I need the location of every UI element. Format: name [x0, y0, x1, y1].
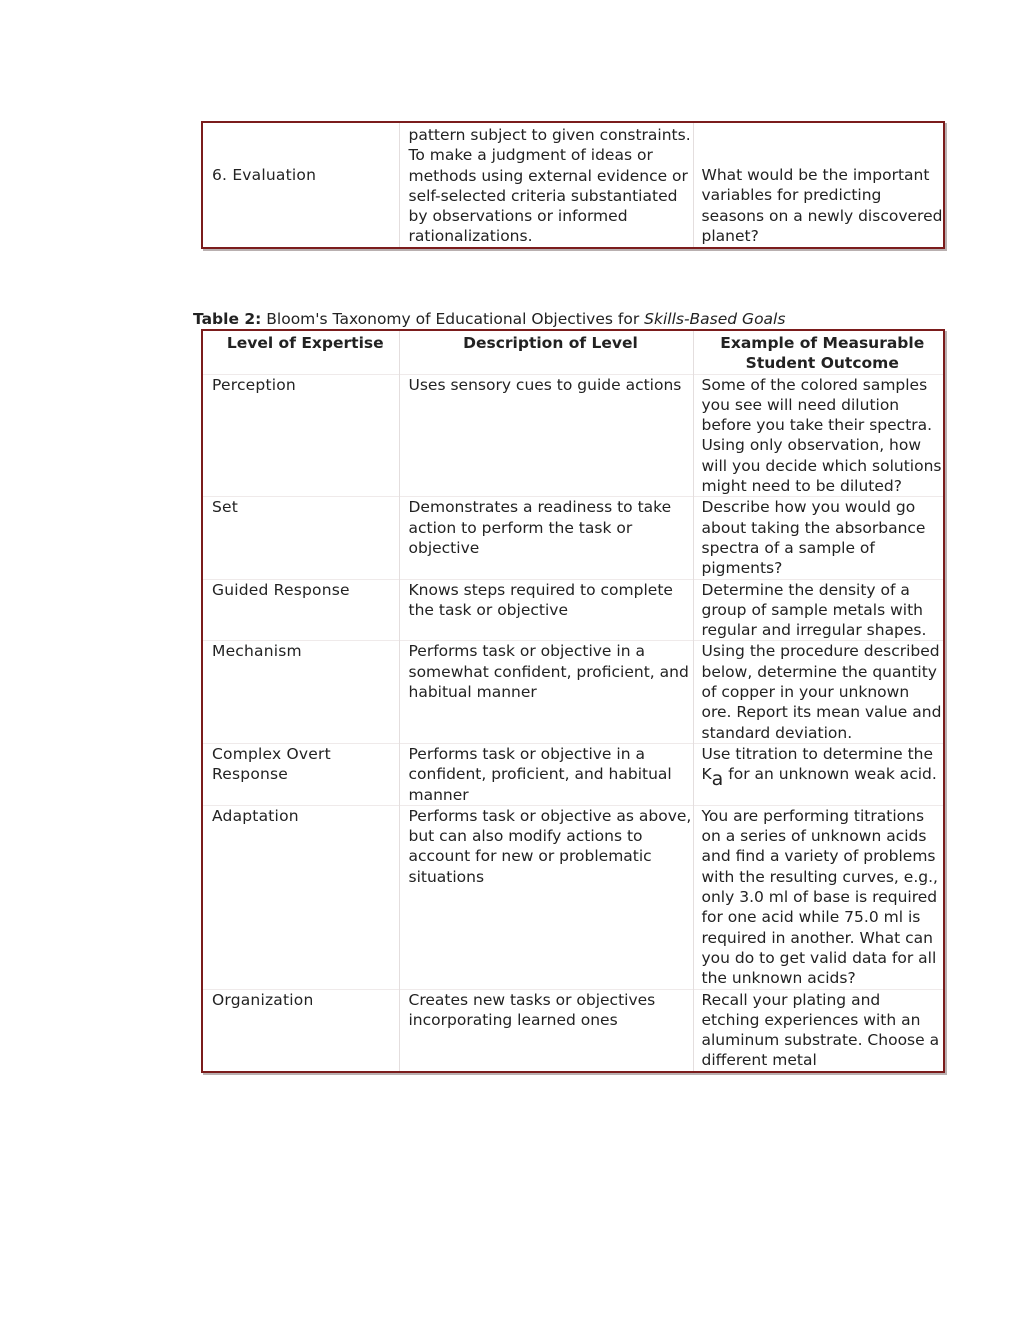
description-cell: Uses sensory cues to guide actions [399, 374, 693, 497]
level-cell: Set [202, 497, 399, 579]
description-cell: Creates new tasks or objectives incorporating learned ones [399, 989, 693, 1072]
example-cell: Describe how you would go about taking the absorbance spectra of a sample of pigments? [693, 497, 944, 579]
caption-text: Bloom's Taxonomy of Educational Objectives for [261, 310, 645, 328]
level-cell [202, 122, 399, 248]
level-cell: Organization [202, 989, 399, 1072]
description-cell: Demonstrates a readiness to take action to perform the task or objective [399, 497, 693, 579]
level-cell: Adaptation [202, 805, 399, 989]
table-row [202, 743, 944, 805]
description-cell: Performs task or objective as above, but can also modify actions to account for new or problematic situations [399, 805, 693, 989]
example-cell: Using the procedure described below, determine the quantity of copper in your unknown ore. Report its mean value and standard deviation. [693, 641, 944, 743]
example-cell: You are performing titrations on a series of unknown acids and find a variety of problems with the resulting curves, e.g., only 3.0 ml of base is required for one acid while 75.0 ml is required in another. What can you do to get valid data for all the unknown acids? [693, 805, 944, 989]
caption-emphasis: Skills-Based Goals [644, 310, 786, 328]
description-text: To make a judgment of ideas or methods using external evidence or self-selected criteria substantiated by observations or informed rationalizations. [408, 146, 688, 246]
description-text: pattern subject to given constraints. [408, 126, 691, 144]
example-cell: Some of the colored samples you see will need dilution before you take their spectra. Using only observation, how will you decide which solutions might need to be diluted? [693, 374, 944, 497]
table-row [202, 122, 944, 248]
level-label: 6. Evaluation [212, 166, 317, 184]
description-cell: Performs task or objective in a somewhat confident, proficient, and habitual manner [399, 641, 693, 743]
column-header-description: Description of Level [399, 330, 693, 374]
table-row [202, 579, 944, 641]
description-cell [399, 122, 693, 248]
level-cell: Perception [202, 374, 399, 497]
description-cell: Knows steps required to complete the task or objective [399, 579, 693, 641]
table-1-continuation [201, 121, 945, 249]
table-row [202, 374, 944, 497]
caption-label: Table 2: [193, 310, 262, 328]
example-cell: Recall your plating and etching experiences with an aluminum substrate. Choose a different metal [693, 989, 944, 1072]
header-row [202, 330, 944, 374]
example-text: What would be the important variables for predicting seasons on a newly discovered planet? [701, 166, 943, 245]
ka-subscript: a [711, 768, 724, 791]
example-cell: Determine the density of a group of sample metals with regular and irregular shapes. [693, 579, 944, 641]
table-2-skills-based-goals [201, 329, 945, 1073]
column-header-level: Level of Expertise [226, 334, 384, 352]
example-text-post: for an unknown weak acid. [723, 765, 937, 784]
table-row [202, 641, 944, 743]
example-cell [693, 122, 944, 248]
example-text-pre: Use titration to determine the K [701, 744, 934, 784]
table-row [202, 497, 944, 579]
level-cell: Guided Response [202, 579, 399, 641]
description-cell: Performs task or objective in a confident, proficient, and habitual manner [399, 743, 693, 805]
level-cell: Complex Overt Response [202, 743, 399, 805]
column-header-example: Example of Measurable Student Outcome [693, 330, 944, 374]
table-2-caption [193, 309, 785, 329]
table-row [202, 989, 944, 1072]
level-cell: Mechanism [202, 641, 399, 743]
example-cell [693, 743, 944, 805]
table-row [202, 805, 944, 989]
